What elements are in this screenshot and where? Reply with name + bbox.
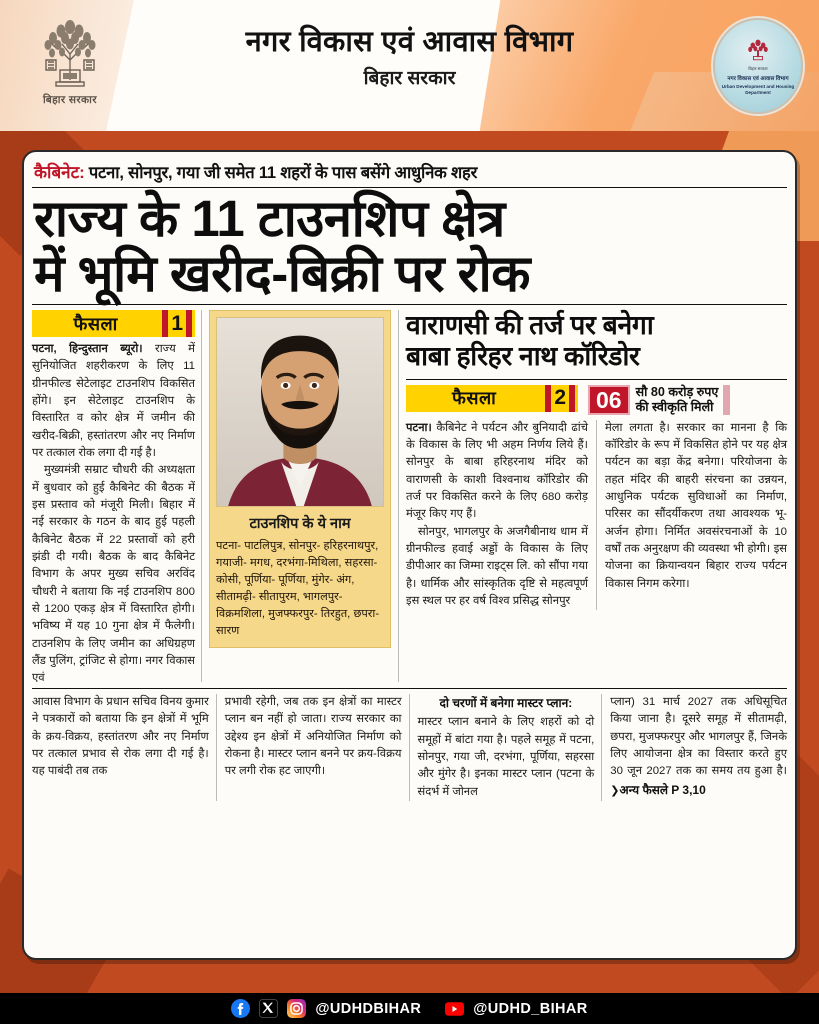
faisla-number-2: 2 [554, 386, 566, 410]
bottom-divider [32, 688, 787, 689]
faisla-bar-left-2 [545, 385, 551, 412]
bottom-column-4 [610, 694, 787, 801]
bottom-col-1-text: आवास विभाग के प्रधान सचिव विनय कुमार ने पत्रकारों को बताया कि इन क्षेत्रों में भूमि के क्रय-विक्रय, हस्तांतरण और नए निर्माण पर तत्काल प्रभाव से रोक लगा दी गई है। यह पाबंदी तब तक [32, 696, 209, 778]
minister-photo [216, 317, 384, 507]
mid-right-dateline: पटना। [406, 421, 432, 434]
social-handle-1[interactable]: @UDHDBIHAR [315, 1000, 422, 1017]
amount-badge-text-2: की स्वीकृति मिली [635, 399, 714, 414]
youtube-icon[interactable] [445, 999, 464, 1018]
mid-right-column [406, 420, 597, 611]
udhd-tree-icon [745, 37, 771, 63]
headline-line-2: में भूमि खरीद-बिक्री पर रोक [34, 245, 530, 303]
faisla-bar-right-1 [186, 310, 192, 337]
social-footer [0, 993, 819, 1024]
faisla-bar-left-1 [162, 310, 168, 337]
kicker-line [32, 158, 787, 188]
faisla-number-1: 1 [171, 311, 183, 335]
bottom-column-1 [32, 694, 217, 801]
page-header [0, 0, 819, 131]
sub-headline-line-2: बाबा हरिहर नाथ कॉरिडोर [406, 341, 640, 372]
more-decisions-link[interactable] [610, 783, 706, 797]
header-titles [0, 24, 819, 90]
faisla-bar-right-2 [569, 385, 575, 412]
social-handle-2[interactable]: @UDHD_BIHAR [473, 1000, 588, 1017]
left-dateline: पटना, हिन्दुस्तान ब्यूरो। [32, 343, 143, 356]
photo-column [202, 310, 398, 682]
bottom-column-3 [418, 694, 603, 801]
mid-right-para-2: सोनपुर, भागलपुर के अजगैबीनाथ धाम में ग्रीनफील्ड हवाई अड्डों के विकास के लिए डीपीआर का जिम्मा राइट्स लि. को सौंपा गया है। धार्मिक और सांस्कृतिक दृष्टि से महत्वपूर्ण इस स्थल पर हर वर्ष विश्व प्रसिद्ध सोनपुर [406, 525, 588, 607]
instagram-icon[interactable] [287, 999, 306, 1018]
kicker-text: पटना, सोनपुर, गया जी समेत 11 शहरों के पास बसेंगे आधुनिक शहर [88, 164, 478, 182]
poster-body [0, 131, 819, 993]
amount-badge [588, 385, 787, 415]
newspaper-clipping [22, 150, 797, 960]
department-title: नगर विकास एवं आवास विभाग [245, 26, 574, 58]
mid-right-para-1: कैबिनेट ने पर्यटन और बुनियादी ढांचे के विकास के लिए भी अहम निर्णय लिये हैं। सोनपुर के बाबा हरिहरनाथ मंदिर को वाराणसी के काशी विश्वनाथ कॉरिडोर की तर्ज पर विकसित करने के लिए 680 करोड़ मंजूर किए गए हैं। [406, 421, 588, 521]
left-para-2: मुख्यमंत्री सम्राट चौधरी की अध्यक्षता में बुधवार को हुई कैबिनेट की बैठक में इस प्रस्ताव को मंजूरी मिली। बिहार में नई सरकार के गठन के बाद हुई पहली कैबिनेट बैठक में 22 प्रस्तावों को हरी झंडी दी गयी। बैठक के बाद कैबिनेट विभाग के अपर मुख्य सचिव अरविंद चौधरी ने बताया कि नई टाउनशिप 800 से 1200 एकड़ क्षेत्र में विस्तारित होगी। भविष्य में यह 10 गुना क्षेत्र में फैलेगी। टाउनशिप के लिए जमीन का अधिग्रहण लैंड पुलिंग, ट्रांजिट से होगा। नगर विकास एवं [32, 464, 195, 685]
far-right-text: मेला लगता है। सरकार का मानना है कि कॉरिडोर के रूप में विकसित होने पर यह क्षेत्र पर्यटन का बड़ा केंद्र बनेगा। परियोजना के तहत मंदिर की बाहरी संरचना का उन्नयन, आधुनिक पर्यटक सुविधाओं का निर्माण, परिसर का सौंदर्यीकरण तथा आवश्यक भू-अर्जन होगा। निर्मित अवसंरचनाओं के 10 वर्षों तक अनुरक्षण की व्यवस्था भी होगी। इस योजना का क्रियान्वयन बिहार राज्य पर्यटन विकास निगम करेगा। [605, 421, 787, 590]
left-column [32, 310, 202, 685]
township-names-list: पटना- पाटलिपुत्र, सोनपुर- हरिहरनाथपुर, गयाजी- मगध, दरभंगा-मिथिला, सहरसा- कोसी, पूर्णिया- पूर्णिया, मुंगेर- अंग, सीतामढ़ी- सीतापुरम, भागलपुर-विक्रमशिला, मुजफ्फरपुर- तिरहुत, छपरा- सारण [216, 540, 380, 637]
far-right-column [605, 420, 787, 611]
bottom-col-3-text: मास्टर प्लान बनाने के लिए शहरों को दो समूहों में बांटा गया है। पहले समूह में पटना, सोनपुर, गया जी, दरभंगा, पूर्णिया, सहरसा और मुंगेर है। इनका मास्टर प्लान (पटना के संदर्भ में जोनल [417, 716, 595, 798]
township-panel [209, 310, 391, 648]
photo-caption: टाउनशिप के ये नाम [249, 516, 351, 533]
bottom-column-2 [225, 694, 410, 801]
left-column-body [32, 341, 195, 688]
left-para-1: राज्य में सुनियोजित शहरीकरण के लिए 11 ग्रीनफील्ड सेटेलाइट टाउनशिप विकसित होंगे। इन सेटेलाइट टाउनशिप के विस्तारित व कोर क्षेत्र में जमीन की खरीद-बिक्री, हस्तांतरण और नए निर्माण पर तत्काल रोक लगा दी गई है। [32, 343, 195, 460]
udhd-logo-line1: बिहार सरकार [748, 65, 768, 71]
sub-headline-line-1: वाराणसी की तर्ज पर बनेगा [406, 310, 654, 341]
headline-divider [32, 304, 787, 305]
amount-badge-text-1: सौ 80 करोड़ रुपए [635, 384, 719, 399]
faisla-label-1: फैसला [73, 313, 118, 334]
badges-row [406, 385, 787, 415]
more-decisions-label: अन्य फैसले P 3,10 [619, 782, 706, 797]
kicker-label: कैबिनेट: [34, 163, 85, 182]
bottom-col-4-text: प्लान) 31 मार्च 2027 तक अधिसूचित किया जाना है। दूसरे समूह में सीतामढ़ी, छपरा, मुजफ्फरपुर और भागलपुर हैं, जिनके लिए आयोजना क्षेत्र का विस्तार करते हुए 30 जून 2027 तक का समय तय हुआ है। [610, 696, 787, 778]
udhd-logo-line2: नगर विकास एवं आवास विभाग [727, 75, 789, 82]
bottom-columns [32, 694, 787, 801]
facebook-icon[interactable] [231, 999, 250, 1018]
x-twitter-icon[interactable] [259, 999, 278, 1018]
udhd-department-logo [713, 18, 803, 114]
sub-headline-divider [406, 379, 787, 380]
amount-badge-number: 06 [588, 385, 630, 415]
main-headline [32, 188, 787, 303]
chevron-right-icon: ❯ [610, 784, 620, 797]
bottom-col-3-heading: दो चरणों में बनेगा मास्टर प्लान: [439, 696, 573, 711]
faisla-badge-1 [32, 310, 195, 337]
right-two-columns [406, 420, 787, 611]
emblem-label: बिहार सरकार [43, 94, 97, 106]
headline-line-1: राज्य के 11 टाउनशिप क्षेत्र [34, 190, 505, 247]
bottom-col-2-text: प्रभावी रहेगी, जब तक इन क्षेत्रों का मास्टर प्लान बन नहीं हो जाता। राज्य सरकार का उद्देश्य इन क्षेत्रों में अनियोजित निर्माण को रोकना है। मास्टर प्लान बनने पर क्रय-विक्रय पर लगी रोक हट जाएगी। [224, 696, 402, 778]
udhd-logo-line3: Urban Development and Housing Department [721, 83, 795, 95]
faisla-label-2: फैसला [451, 388, 497, 409]
middle-region [32, 310, 787, 685]
government-subtitle: बिहार सरकार [363, 68, 456, 90]
amount-badge-tail [723, 385, 730, 415]
faisla-badge-2 [406, 385, 578, 412]
portrait-illustration [217, 318, 383, 506]
right-zone [398, 310, 787, 682]
